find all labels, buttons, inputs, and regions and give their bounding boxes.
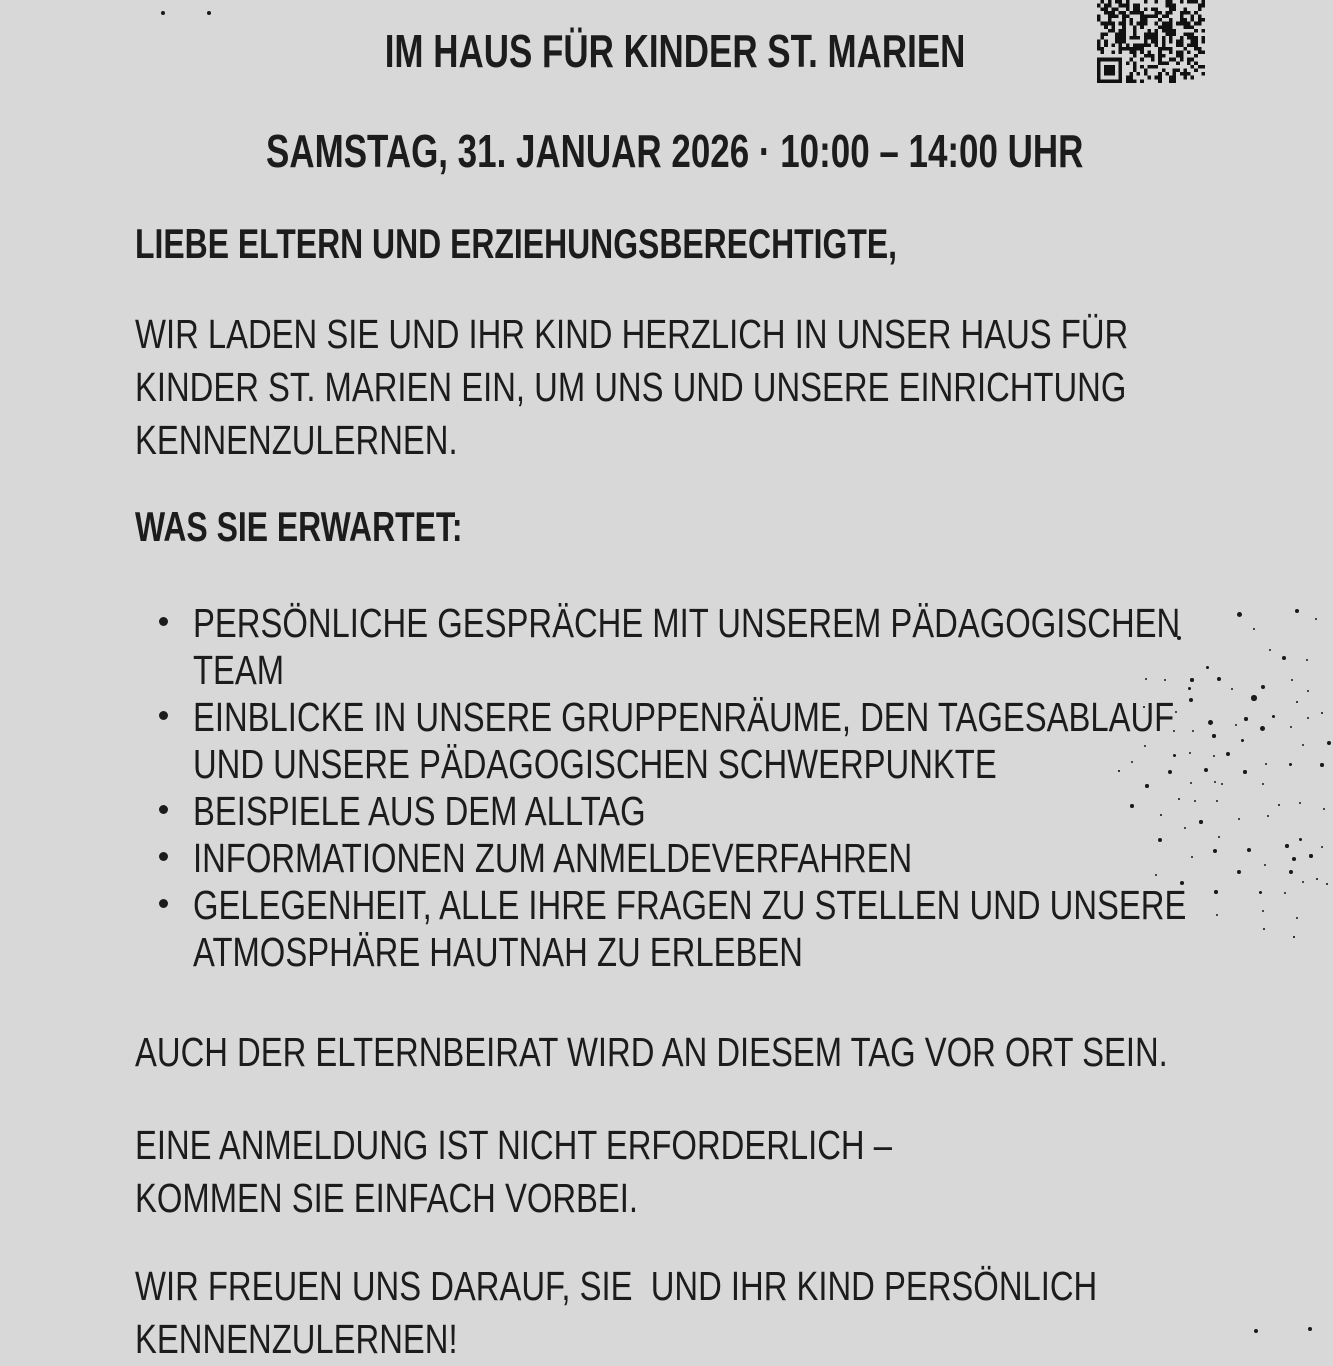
expect-heading: WAS SIE ERWARTET:	[135, 503, 463, 550]
decor-dot	[1308, 1327, 1312, 1331]
decor-dot	[1278, 804, 1280, 806]
decor-dot	[1320, 763, 1323, 766]
decor-dot	[207, 11, 211, 15]
decor-dot	[1315, 618, 1317, 620]
decor-dot	[1289, 870, 1293, 874]
bullet-icon	[159, 711, 168, 720]
decor-dot	[1238, 818, 1240, 820]
decor-dot	[1291, 679, 1293, 681]
decor-dot	[1302, 744, 1304, 746]
decor-dot	[1299, 838, 1302, 841]
decor-dot	[1321, 712, 1323, 714]
intro-paragraph: WIR LADEN SIE UND IHR KIND HERZLICH IN UNSER HAUS FÜR KINDER ST. MARIEN EIN, UM UNS UND UNSERE EINRICHTUNG KENNENZULERNEN.	[135, 311, 1129, 463]
list-item-continuation: TEAM	[193, 647, 285, 693]
decor-dot	[1307, 690, 1309, 692]
decor-dot	[1267, 815, 1269, 817]
decor-dot	[1296, 917, 1299, 920]
decor-dot	[1309, 854, 1312, 857]
decor-dot	[1293, 936, 1294, 937]
decor-dot	[1269, 649, 1272, 652]
decor-dot	[1296, 701, 1298, 703]
decor-dot	[1216, 800, 1219, 803]
decor-dot	[1243, 770, 1246, 773]
event-date-line	[135, 125, 1215, 177]
list-item-continuation: UND UNSERE PÄDAGOGISCHEN SCHWERPUNKTE	[193, 741, 997, 787]
decor-dot	[1323, 808, 1325, 810]
bullet-icon	[159, 899, 168, 908]
decor-dot	[1217, 677, 1221, 681]
bullet-icon	[159, 617, 168, 626]
decor-dot	[1262, 783, 1264, 785]
decor-dot	[1247, 848, 1251, 852]
decor-dot	[1292, 857, 1296, 861]
list-item: BEISPIELE AUS DEM ALLTAG	[135, 788, 1215, 835]
decor-dot	[1327, 741, 1331, 745]
decor-dot	[1218, 836, 1221, 839]
decor-dot	[1254, 1329, 1258, 1333]
list-item: GELEGENHEIT, ALLE IHRE FRAGEN ZU STELLEN UND UNSERE	[135, 882, 1215, 929]
decor-dot	[1265, 763, 1267, 765]
decor-dot	[1237, 870, 1242, 875]
list-item: PERSÖNLICHE GESPRÄCHE MIT UNSEREM PÄDAGOGISCHEN	[135, 600, 1215, 647]
decor-dot	[1295, 609, 1299, 613]
decor-dot	[1302, 881, 1304, 883]
decor-dot	[1289, 763, 1292, 766]
registration-note: EINE ANMELDUNG IST NICHT ERFORDERLICH – KOMMEN SIE EINFACH VORBEI.	[135, 1122, 892, 1221]
bullet-icon	[159, 805, 168, 814]
list-item: EINBLICKE IN UNSERE GRUPPENRÄUME, DEN TAGESABLAUF	[135, 694, 1215, 741]
closing-paragraph: WIR FREUEN UNS DARAUF, SIE UND IHR KIND PERSÖNLICH KENNENZULERNEN!	[135, 1263, 1098, 1362]
salutation: LIEBE ELTERN UND ERZIEHUNGSBERECHTIGTE,	[135, 220, 897, 267]
decor-dot	[1282, 656, 1286, 660]
decor-dot	[1231, 688, 1234, 691]
decor-dot	[1316, 878, 1318, 880]
title-text: IM HAUS FÜR KINDER ST. MARIEN	[384, 25, 966, 77]
decor-dot	[1221, 783, 1223, 785]
bullet-icon	[159, 852, 168, 861]
beirat-note: AUCH DER ELTERNBEIRAT WIRD AN DIESEM TAG VOR ORT SEIN.	[135, 1029, 1168, 1075]
bullet-list	[135, 600, 1215, 976]
decor-dot	[1326, 883, 1328, 885]
decor-dot	[161, 11, 165, 15]
decor-dot	[1306, 659, 1309, 662]
decor-dot	[1284, 892, 1286, 894]
list-item-continuation: ATMOSPHÄRE HAUTNAH ZU ERLEBEN	[193, 929, 803, 975]
decor-dot	[1285, 844, 1288, 847]
list-item: INFORMATIONEN ZUM ANMELDEVERFAHREN	[135, 835, 1215, 882]
decor-dot	[1321, 846, 1323, 848]
decor-dot	[1264, 864, 1267, 867]
decor-dot	[1226, 752, 1230, 756]
decor-dot	[1261, 685, 1265, 689]
decor-dot	[1290, 726, 1292, 728]
date-text: SAMSTAG, 31. JANUAR 2026 · 10:00 – 14:00 UHR	[266, 125, 1084, 177]
decor-dot	[1299, 802, 1301, 804]
decor-dot	[1307, 717, 1309, 719]
page-title	[135, 25, 1215, 77]
